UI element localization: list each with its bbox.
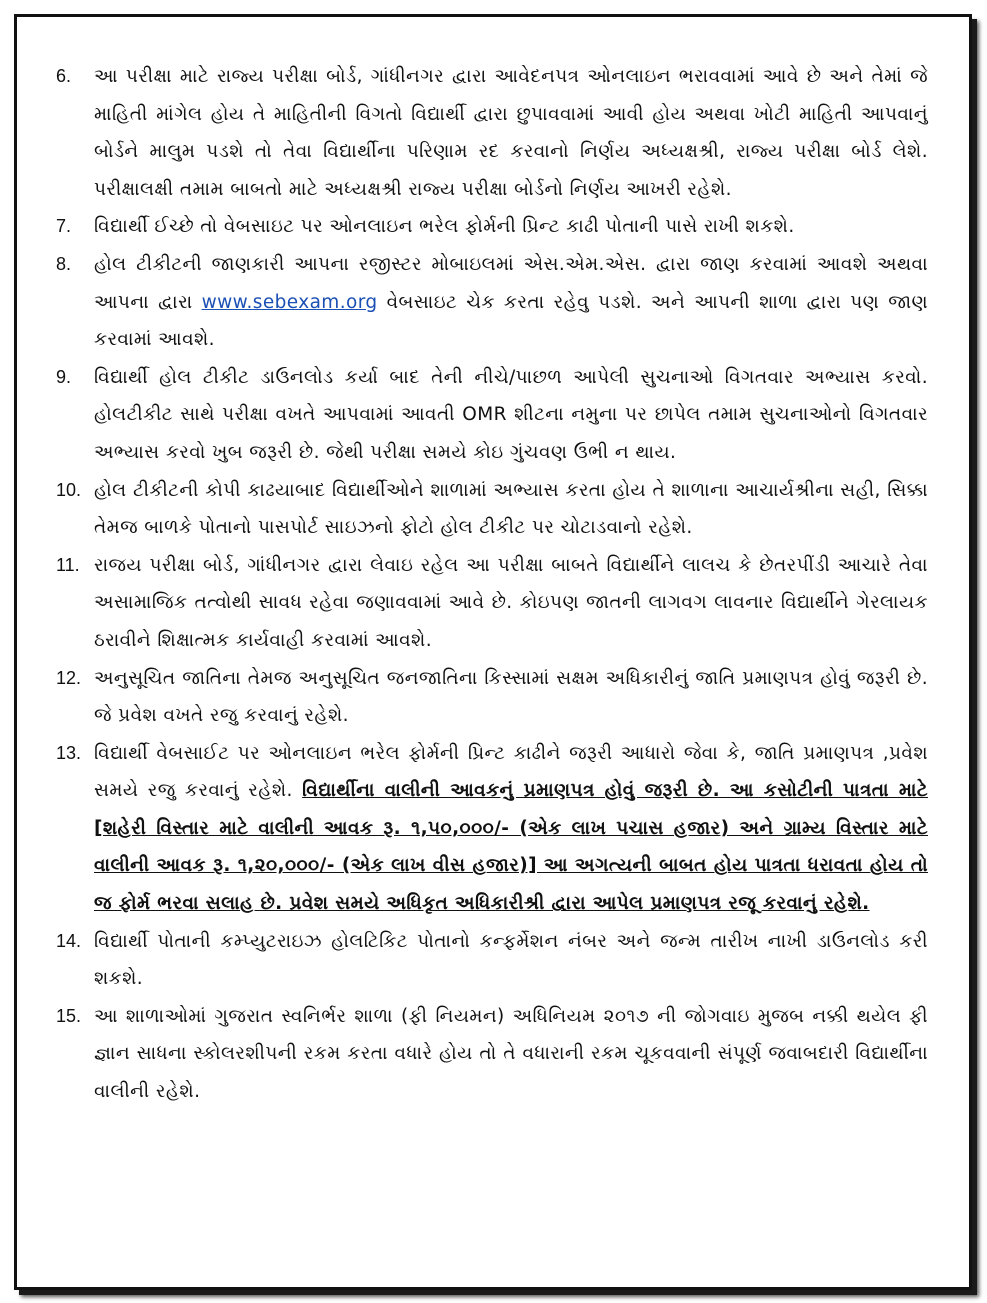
- income-certificate-note: વિદ્યાર્થીના વાલીની આવકનું પ્રમાણપત્ર હોવું જરૂરી છે. આ કસોટીની પાત્રતા માટે [શહેરી વિસ્તાર માટે વાલીની આવક રૂ. ૧,૫૦,૦૦૦/- (એક લાખ પચાસ હજાર) અને ગ્રામ્ય વિસ્તાર માટે વાલીની આવક રૂ. ૧,૨૦,૦૦૦/- (એક લાખ વીસ હજાર)] આ અગત્યની બાબત હોય પાત્રતા ધરાવતા હોય તો જ ફોર્મ ભરવા સલાહ છે. પ્રવેશ સમયે અધિકૃત અધિકારીશ્રી દ્વારા આપેલ પ્રમાણપત્ર રજૂ કરવાનું રહેશે.: [94, 780, 928, 915]
- list-item: [56, 359, 928, 472]
- item-text: રાજય પરીક્ષા બોર્ડ, ગાંધીનગર દ્વારા લેવાઇ રહેલ આ પરીક્ષા બાબતે વિદ્યાર્થીને લાલચ કે છેતરપીંડી આચારે તેવા અસામાજિક તત્વોથી સાવધ રહેવા જણાવવામાં આવે છે. કોઇપણ જાતની લાગવગ લાવનાર વિદ્યાર્થીને ગેરલાયક ઠરાવીને શિક્ષાત્મક કાર્યવાહી કરવામાં આવશે.: [94, 554, 928, 651]
- list-item: [56, 735, 928, 923]
- item-text: આ પરીક્ષા માટે રાજ્ય પરીક્ષા બોર્ડ, ગાંધીનગર દ્વારા આવેદનપત્ર ઓનલાઇન ભરાવવામાં આવે છે અને તેમાં જે માહિતી માંગેલ હોય તે માહિતીની વિગતો વિદ્યાર્થી દ્વારા છુપાવવામાં આવી હોય અથવા ખોટી માહિતી આપવાનું બોર્ડને માલુમ પડશે તો તેવા વિદ્યાર્થીના પરિણામ રદ કરવાનો નિર્ણય અધ્યક્ષશ્રી, રાજ્ય પરીક્ષા બોર્ડ લેશે. પરીક્ષાલક્ષી તમામ બાબતો માટે અધ્યક્ષશ્રી રાજ્ય પરીક્ષા બોર્ડનો નિર્ણય આખરી રહેશે.: [94, 66, 928, 200]
- item-text: વિદ્યાર્થી ઈચ્છે તો વેબસાઇટ પર ઓનલાઇન ભરેલ ફોર્મની પ્રિન્ટ કાઢી પોતાની પાસે રાખી શકશે.: [94, 216, 795, 238]
- item-text-before: વિદ્યાર્થી વેબસાઈટ પર ઓનલાઇન ભરેલ ફોર્મની પ્રિન્ટ કાઢીને જરૂરી આધારો જેવા કે, જાતિ પ્રમાણપત્ર ,પ્રવેશ સમયે રજુ કરવાનું રહેશે.: [94, 742, 928, 802]
- item-number: 11.: [56, 554, 80, 575]
- list-item: [56, 246, 928, 359]
- list-item: [56, 472, 928, 547]
- list-item: [56, 547, 928, 660]
- item-number: 12.: [56, 667, 82, 688]
- sebexam-link[interactable]: www.sebexam.org: [201, 291, 378, 313]
- item-text: [94, 246, 928, 359]
- item-text: હોલ ટીકીટની કોપી કાઢયાબાદ વિદ્યાર્થીઓને શાળામાં અભ્યાસ કરતા હોય તે શાળાના આચાર્યશ્રીના સહી, સિક્કા તેમજ બાળકે પોતાનો પાસપોર્ટ સાઇઝનો ફોટો હોલ ટીકીટ પર ચોટાડવાનો રહેશે.: [94, 479, 928, 539]
- item-number: 9.: [56, 366, 72, 387]
- item-text: આ શાળાઓમાં ગુજરાત સ્વનિર્ભર શાળા (ફી નિયમન) અધિનિયમ ૨૦૧૭ ની જોગવાઇ મુજબ નક્કી થયેલ ફી જ્ઞાન સાધના સ્કોલરશીપની રકમ કરતા વધારે હોય તો તે વધારાની રકમ ચૂકવવાની સંપૂર્ણ જવાબદારી વિદ્યાર્થીના વાલીની રહેશે.: [94, 1005, 928, 1103]
- item-number: 15.: [56, 1005, 82, 1026]
- list-item: [56, 923, 928, 998]
- item-text-before: હોલ ટીકીટની જાણકારી આપના રજીસ્ટર મોબાઇલમાં એસ.એમ.એસ. દ્વારા જાણ કરવામાં આવશે અથવા આપના દ્વારા: [94, 253, 928, 313]
- item-text-after: વેબસાઇટ ચેક કરતા રહેવુ પડશે. અને આપની શાળા દ્વારા પણ જાણ કરવામાં આવશે.: [94, 291, 928, 351]
- item-number: 10.: [56, 479, 82, 500]
- list-item: [56, 998, 928, 1111]
- list-item: [56, 660, 928, 735]
- item-text: અનુસૂચિત જાતિના તેમજ અનુસૂચિત જનજાતિના કિસ્સામાં સક્ષમ અધિકારીનું જાતિ પ્રમાણપત્ર હોવું જરૂરી છે. જે પ્રવેશ વખતે રજુ કરવાનું રહેશે.: [94, 667, 928, 727]
- list-item: [56, 208, 928, 246]
- item-number: 6.: [56, 66, 72, 86]
- item-text: વિદ્યાર્થી પોતાની કમ્પ્યુટરાઇઝ હોલટિકિટ પોતાનો કન્ફર્મેશન નંબર અને જન્મ તારીખ નાખી ડાઉનલોડ કરી શકશે.: [94, 930, 928, 990]
- list-item: [56, 58, 928, 208]
- instructions-list: [56, 58, 928, 1111]
- item-number: 8.: [56, 253, 72, 274]
- item-number: 7.: [56, 216, 72, 237]
- item-number: 14.: [56, 930, 82, 951]
- item-text: વિદ્યાર્થી હોલ ટીકીટ ડાઉનલોડ કર્યા બાદ તેની નીચે/પાછળ આપેલી સુચનાઓ વિગતવાર અભ્યાસ કરવો. હોલટીકીટ સાથે પરીક્ષા વખતે આપવામાં આવતી OMR શીટના નમુના પર છાપેલ તમામ સુચનાઓનો વિગતવાર અભ્યાસ કરવો ખુબ જરૂરી છે. જેથી પરીક્ષા સમયે કોઇ ગુંચવણ ઉભી ન થાય.: [94, 366, 928, 463]
- item-number: 13.: [56, 742, 82, 763]
- item-text: [94, 735, 928, 923]
